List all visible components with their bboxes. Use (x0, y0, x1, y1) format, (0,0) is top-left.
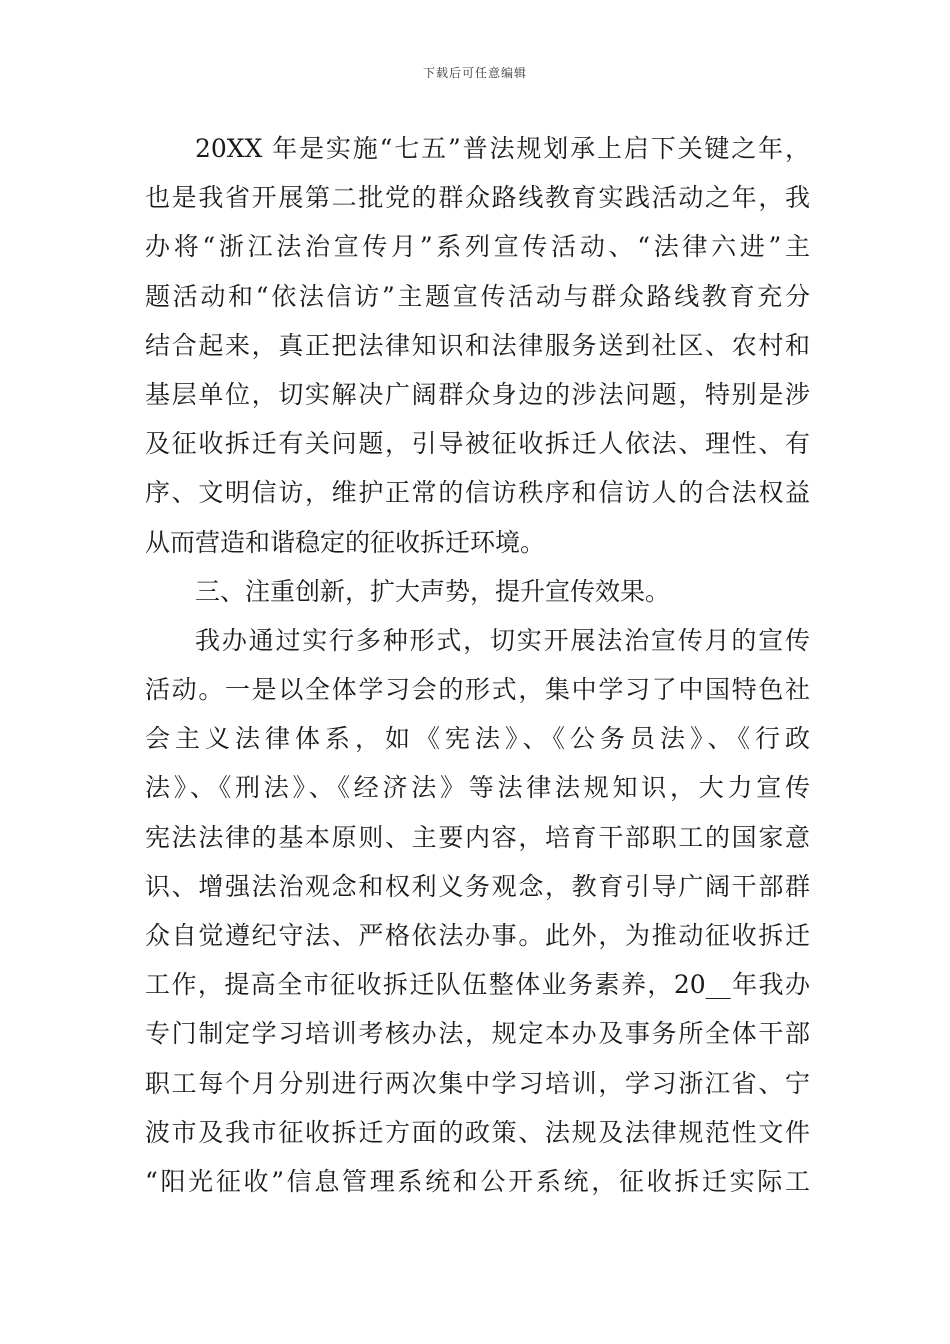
text-line: 三、注重创新，扩大声势，提升宣传效果。 (195, 576, 671, 606)
text-line: 办将“浙江法治宣传月”系列宣传活动、“法律六进”主 (145, 232, 810, 262)
text-line: 我办通过实行多种形式，切实开展法治宣传月的宣传 (195, 625, 810, 655)
text-line: 从而营造和谐稳定的征收拆迁环境。 (145, 527, 546, 557)
text-line: 20XX 年是实施“七五”普法规划承上启下关键之年， (195, 134, 810, 163)
page-header: 下载后可任意编辑 (422, 66, 527, 80)
text-line: 结合起来，真正把法律知识和法律服务送到社区、农村和 (145, 330, 810, 360)
text-line: 专门制定学习培训考核办法，规定本办及事务所全体干部 (145, 1019, 810, 1049)
text-line: 序、文明信访，维护正常的信访秩序和信访人的合法权益 (145, 478, 810, 508)
text-line: 也是我省开展第二批党的群众路线教育实践活动之年，我 (145, 183, 810, 213)
text-line: 及征收拆迁有关问题，引导被征收拆迁人依法、理性、有 (145, 429, 810, 459)
text-line: 题活动和“依法信访”主题宣传活动与群众路线教育充分 (145, 281, 810, 311)
text-line: 会主义法律体系，如《宪法》、《公务员法》、《行政 (145, 724, 810, 754)
text-line: 波市及我市征收拆迁方面的政策、法规及法律规范性文件 (145, 1117, 810, 1147)
text-line: 工作，提高全市征收拆迁队伍整体业务素养，20__年我办 (145, 970, 810, 1000)
text-line: 识、增强法治观念和权利义务观念，教育引导广阔干部群 (145, 871, 810, 901)
text-line: 众自觉遵纪守法、严格依法办事。此外，为推动征收拆迁 (145, 921, 810, 950)
text-line: 宪法法律的基本原则、主要内容，培育干部职工的国家意 (145, 822, 810, 852)
text-line: 基层单位，切实解决广阔群众身边的涉法问题，特别是涉 (145, 379, 810, 409)
text-line: 职工每个月分别进行两次集中学习培训，学习浙江省、宁 (145, 1068, 810, 1098)
text-line: 法》、《刑法》、《经济法》等法律法规知识，大力宣传 (145, 773, 810, 803)
body-text (145, 124, 810, 1206)
text-line: “阳光征收”信息管理系统和公开系统，征收拆迁实际工 (145, 1166, 810, 1196)
text-line: 活动。一是以全体学习会的形式，集中学习了中国特色社 (145, 675, 810, 705)
